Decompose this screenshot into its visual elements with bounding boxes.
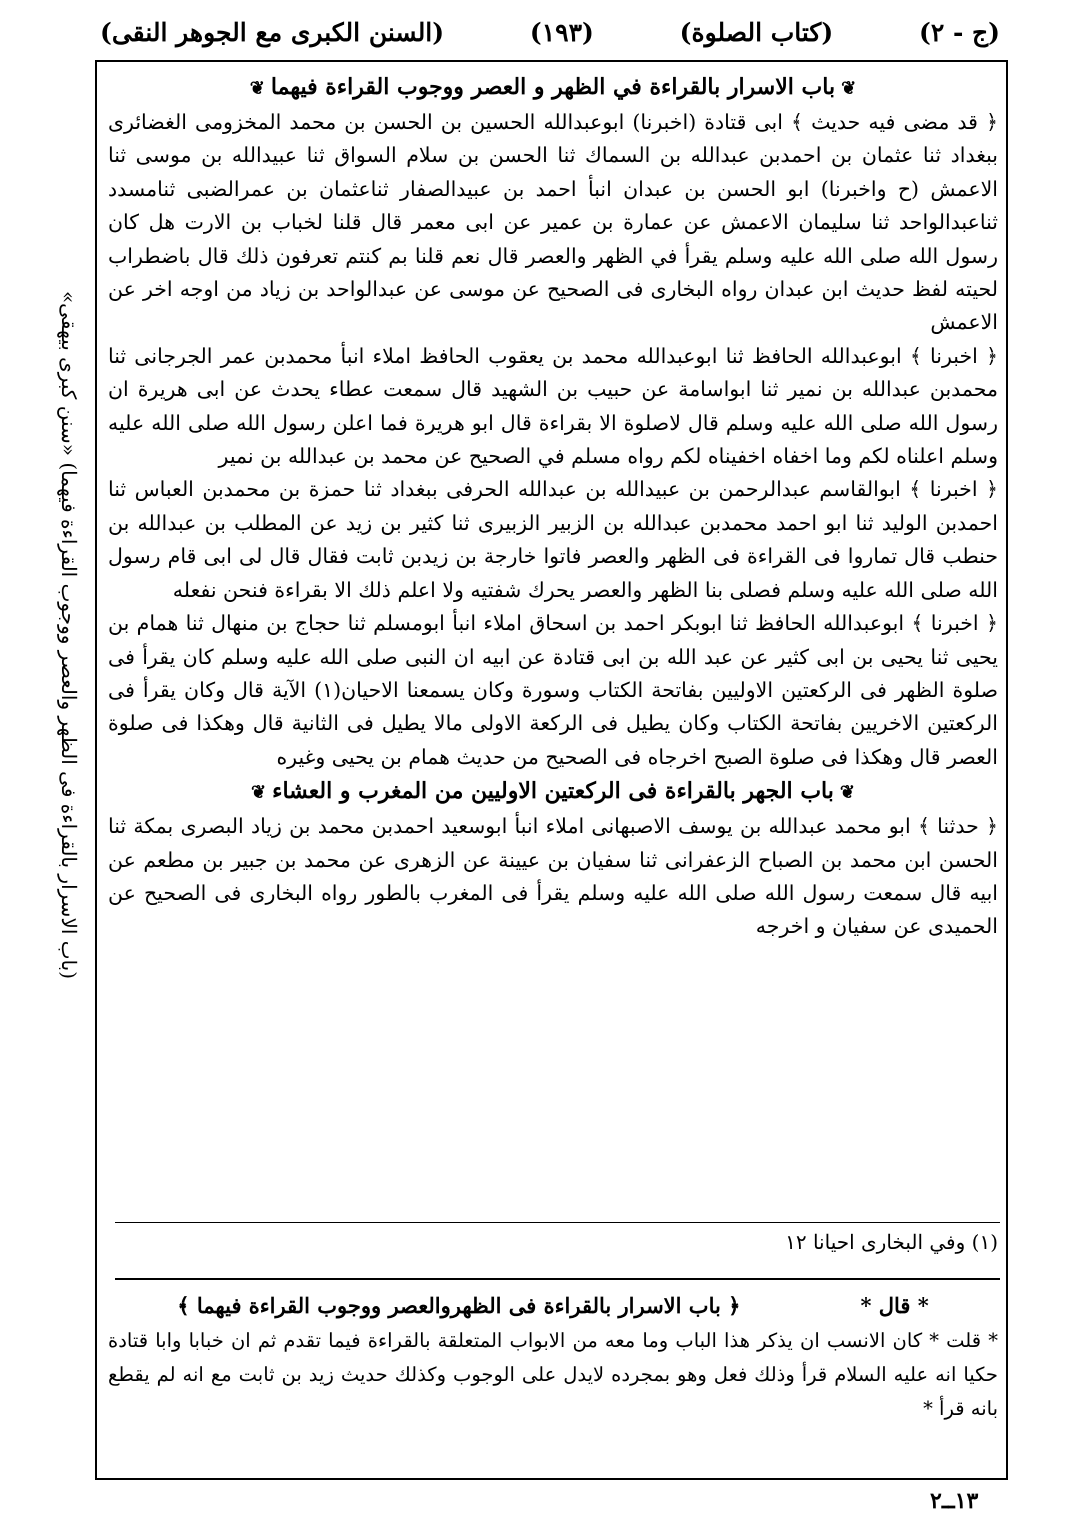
chapter-title-text: باب الاسرار بالقراءة في الظهر و العصر ووجوب القراءة فيهما — [270, 74, 836, 100]
folio-number: ١٣ــ٢ — [930, 1488, 979, 1514]
commentary-title: ﴿ باب الاسرار بالقراءة فى الظهروالعصر ووجوب القراءة فيهما ﴾ — [177, 1293, 741, 1318]
ornament-icon: ❦ — [249, 78, 265, 99]
ornament-icon: ❦ — [251, 782, 267, 804]
hadith-paragraph: ﴿ اخبرنا ﴾ ابوالقاسم عبدالرحمن بن عبيدالله بن عبدالله الحرفى ببغداد ثنا حمزة بن محمدبن العباس ثنا احمدبن الوليد ثنا ابو احمد محمدبن عبدالله بن الزبير الزبيرى ثنا كثير بن زيد عن المطلب بن عبدالله بن حنطب قال تماروا فى القراءة فى الظهر والعصر فاتوا خارجة بن زيدبن ثابت فقال قال لى ابى قام رسول الله صلى الله عليه وسلم فصلى بنا الظهر والعصر يحرك شفتيه ولا اعلم ذلك الا بقراءة فنحن نفعله — [108, 477, 998, 602]
hadith-paragraph: ﴿ قد مضى فيه حديث ﴾ ابى قتادة (اخبرنا) ابوعبدالله الحسين بن الحسن بن محمد المخزومى الغضائرى ببغداد ثنا عثمان بن احمدبن عبدالله بن السماك ثنا الحسن بن سلام السواق ثنا عبيدالله بن موسى ثنا الاعمش (ح واخبرنا) ابو الحسن بن عبدان انبأ احمد بن عبيدالصفار ثناعثمان بن عمرالضبى ثنامسدد ثناعبدالواحد ثنا سليمان الاعمش عن عمارة بن عمير عن ابى معمر قال قلنا لخباب بن الارت هل كان رسول الله صلى الله عليه وسلم يقرأ في الظهر والعصر قال نعم قلنا بم كنتم تعرفون ذلك قال باضطراب لحيته لفظ حديث ابن عبدان رواه البخارى فى الصحيح عن موسى عن عبدالواحد بن زياد من اوجه اخر عن الاعمش — [108, 110, 998, 335]
book-title: (السنن الكبرى مع الجوهر النقى) — [100, 17, 445, 47]
hadith-paragraph: ﴿ اخبرنا ﴾ ابوعبدالله الحافظ ثنا ابوعبدالله محمد بن يعقوب الحافظ املاء انبأ محمدبن عمر الجرجانى ثنا محمدبن عبدالله بن نمير ثنا ابواسامة عن حبيب بن الشهيد قال سمعت عطاء يحدث عن ابى هريرة ان رسول الله صلى الله عليه وسلم قال لاصلوة الا بقراءة قال ابو هريرة فما اعلن رسول الله صلى الله عليه وسلم اعلناه لكم وما اخفاه اخفيناه لكم رواه مسلم في الصحيح عن محمد بن عبدالله بن نمير — [108, 343, 998, 469]
commentary-header — [108, 1288, 998, 1324]
footnote: (١) وفي البخارى احيانا ١٢ — [785, 1230, 998, 1254]
ornament-icon: ❦ — [839, 782, 855, 804]
commentary — [108, 1288, 998, 1426]
ornament-icon: ❦ — [841, 78, 857, 99]
page-number: (١٩٣) — [529, 17, 594, 47]
hadith-paragraph: ﴿ اخبرنا ﴾ ابوعبدالله الحافظ ثنا ابوبكر احمد بن اسحاق املاء انبأ ابومسلم ثنا حجاج بن منهال ثنا همام بن يحيى ثنا يحيى بن ابى كثير عن عبد الله بن ابى قتادة عن ابيه ان النبى صلى الله عليه وسلم كان يقرأ فى صلوة الظهر فى الركعتين الاوليين بفاتحة الكتاب وسورة وكان يسمعنا الاحيان(١) الآية قال وكان يقرأ فى الركعتين الاخريين بفاتحة الكتاب وكان يطيل فى الركعة الاولى مالا يطيل فى الثانية قال وهكذا فى صلوة العصر قال وهكذا فى صلوة الصبح اخرجاه فى الصحيح من حديث همام بن يحيى وغيره — [108, 611, 998, 769]
chapter-title — [108, 774, 998, 810]
chapter-title — [108, 70, 998, 106]
volume-number: (ج - ٢) — [918, 17, 1000, 47]
page-header — [100, 10, 1000, 54]
hadith-paragraph: ﴿ حدثنا ﴾ ابو محمد عبدالله بن يوسف الاصبهانى املاء انبأ ابوسعيد احمدبن محمد بن زياد البصرى بمكة ثنا الحسن ابن محمد بن الصباح الزعفرانى ثنا سفيان بن عيينة عن الزهرى عن محمد بن جبير بن مطعم عن ابيه قال سمعت رسول الله صلى الله عليه وسلم يقرأ فى المغرب بالطور رواه البخارى فى الصحيح عن الحميدى عن سفيان و اخرجه — [108, 814, 998, 939]
commentary-divider — [115, 1278, 1000, 1280]
margin-note — [44, 70, 94, 1200]
margin-note-text: (باب الاسرار بالقراءة فى الظهر والعصر ووجوب القراءة فيهما) «سنن كبرى بيهقى» — [57, 290, 81, 980]
main-text — [108, 70, 998, 944]
commentary-qala: * قال * — [860, 1293, 929, 1318]
section-title: (كتاب الصلوة) — [679, 17, 834, 47]
chapter-title-text: باب الجهر بالقراءة فى الركعتين الاوليين من المغرب و العشاء — [272, 778, 834, 805]
commentary-text: * قلت * كان الانسب ان يذكر هذا الباب وما معه من الابواب المتعلقة بالقراءة فيما تقدم ثم ان خبابا وابا قتادة حكيا انه عليه السلام قرأ وذلك فعل وهو بمجرده لايدل على الوجوب وكذلك حديث زيد بن ثابت مع انه لم يقطع بانه قرأ * — [108, 1329, 998, 1420]
footnote-divider — [115, 1222, 1000, 1223]
